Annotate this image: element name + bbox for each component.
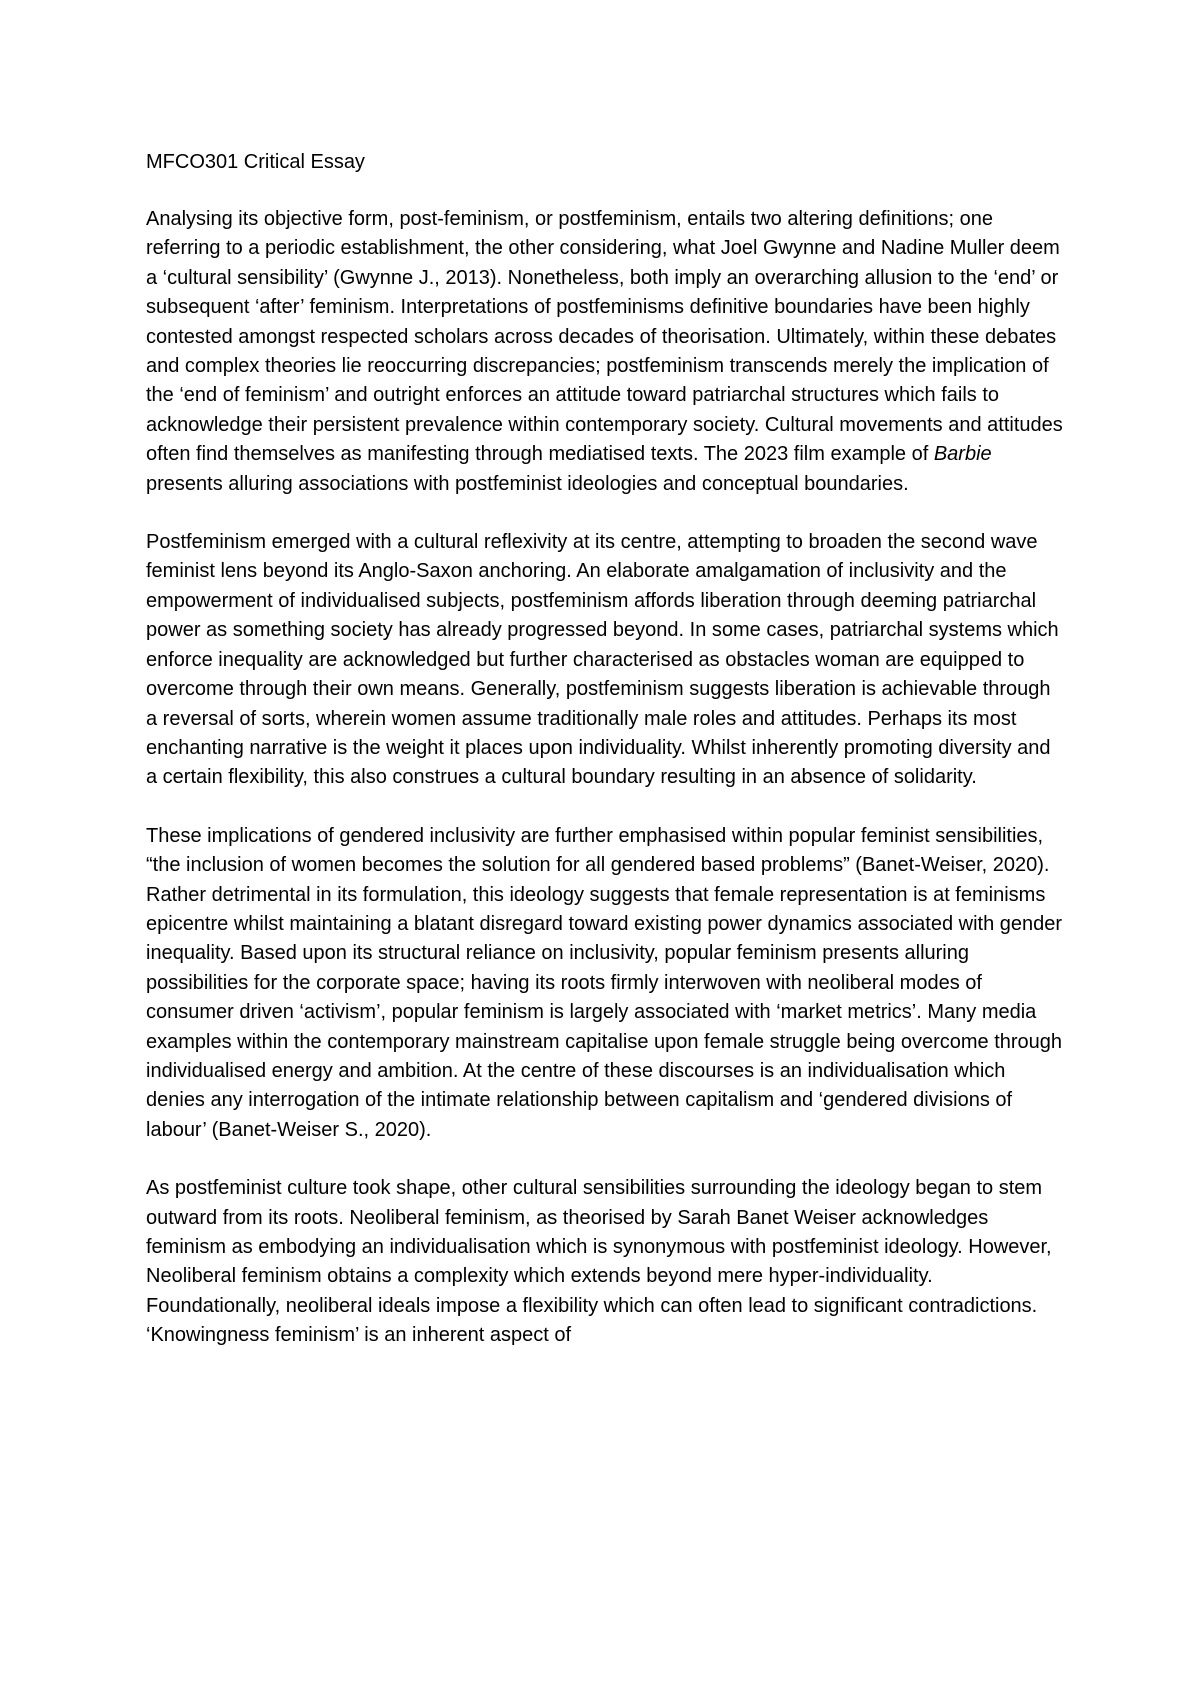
paragraph-3: These implications of gendered inclusivity are further emphasised within popular feminist sensibilities, “the inclusion of women becomes the solution for all gendered based problems” (Banet-Weiser, 2020). Rather detrimental in its formulation, this ideology suggests that female representation is at feminisms epicentre whilst maintaining a blatant disregard toward existing power dynamics associated with gender inequality. Based upon its structural reliance on inclusivity, popular feminism presents alluring possibilities for the corporate space; having its roots firmly interwoven with neoliberal modes of consumer driven ‘activism’, popular feminism is largely associated with ‘market metrics’. Many media examples within the contemporary mainstream capitalise upon female struggle being overcome through individualised energy and ambition. At the centre of these discourses is an individualisation which denies any interrogation of the intimate relationship between capitalism and ‘gendered divisions of labour’ (Banet-Weiser S., 2020). xyxy=(146,824,1063,1141)
paragraph-1 xyxy=(146,205,1066,499)
paragraph-2: Postfeminism emerged with a cultural reflexivity at its centre, attempting to broaden the second wave feminist lens beyond its Anglo-Saxon anchoring. An elaborate amalgamation of inclusivity and the empowerment of individualised subjects, postfeminism affords liberation through deeming patriarchal power as something society has already progressed beyond. In some cases, patriarchal systems which enforce inequality are acknowledged but further characterised as obstacles woman are equipped to overcome through their own means. Generally, postfeminism suggests liberation is achievable through a reversal of sorts, wherein women assume traditionally male roles and attitudes. Perhaps its most enchanting narrative is the weight it places upon individuality. Whilst inherently promoting diversity and a certain flexibility, this also construes a cultural boundary resulting in an absence of solidarity. xyxy=(146,531,1059,789)
document-title: MFCO301 Critical Essay xyxy=(146,151,365,173)
film-title-barbie: Barbie xyxy=(933,443,992,466)
paragraph-1-text-a: Analysing its objective form, post-feminism, or postfeminism, entails two altering definitions; one referring to a periodic establishment, the other considering, what Joel Gwynne and Nadine Muller deem a ‘cultural sensibility’ (Gwynne J., 2013). Nonetheless, both imply an overarching allusion to the ‘end’ or subsequent ‘after’ feminism. Interpretations of postfeminisms definitive boundaries have been highly contested amongst respected scholars across decades of theorisation. Ultimately, within these debates and complex theories lie reoccurring discrepancies; postfeminism transcends merely the implication of the ‘end of feminism’ and outright enforces an attitude toward patriarchal structures which fails to acknowledge their persistent prevalence within contemporary society. Cultural movements and attitudes often find themselves as manifesting through mediatised texts. The 2023 film example of xyxy=(146,208,1063,466)
paragraph-1-text-b: presents alluring associations with postfeminist ideologies and conceptual boundaries. xyxy=(146,472,909,495)
document-body xyxy=(146,147,1066,1380)
paragraph-4: As postfeminist culture took shape, other cultural sensibilities surrounding the ideology began to stem outward from its roots. Neoliberal feminism, as theorised by Sarah Banet Weiser acknowledges feminism as embodying an individualisation which is synonymous with postfeminist ideology. However, Neoliberal feminism obtains a complexity which extends beyond mere hyper-individuality. Foundationally, neoliberal ideals impose a flexibility which can often lead to significant contradictions. ‘Knowingness feminism’ is an inherent aspect of xyxy=(146,1177,1052,1347)
